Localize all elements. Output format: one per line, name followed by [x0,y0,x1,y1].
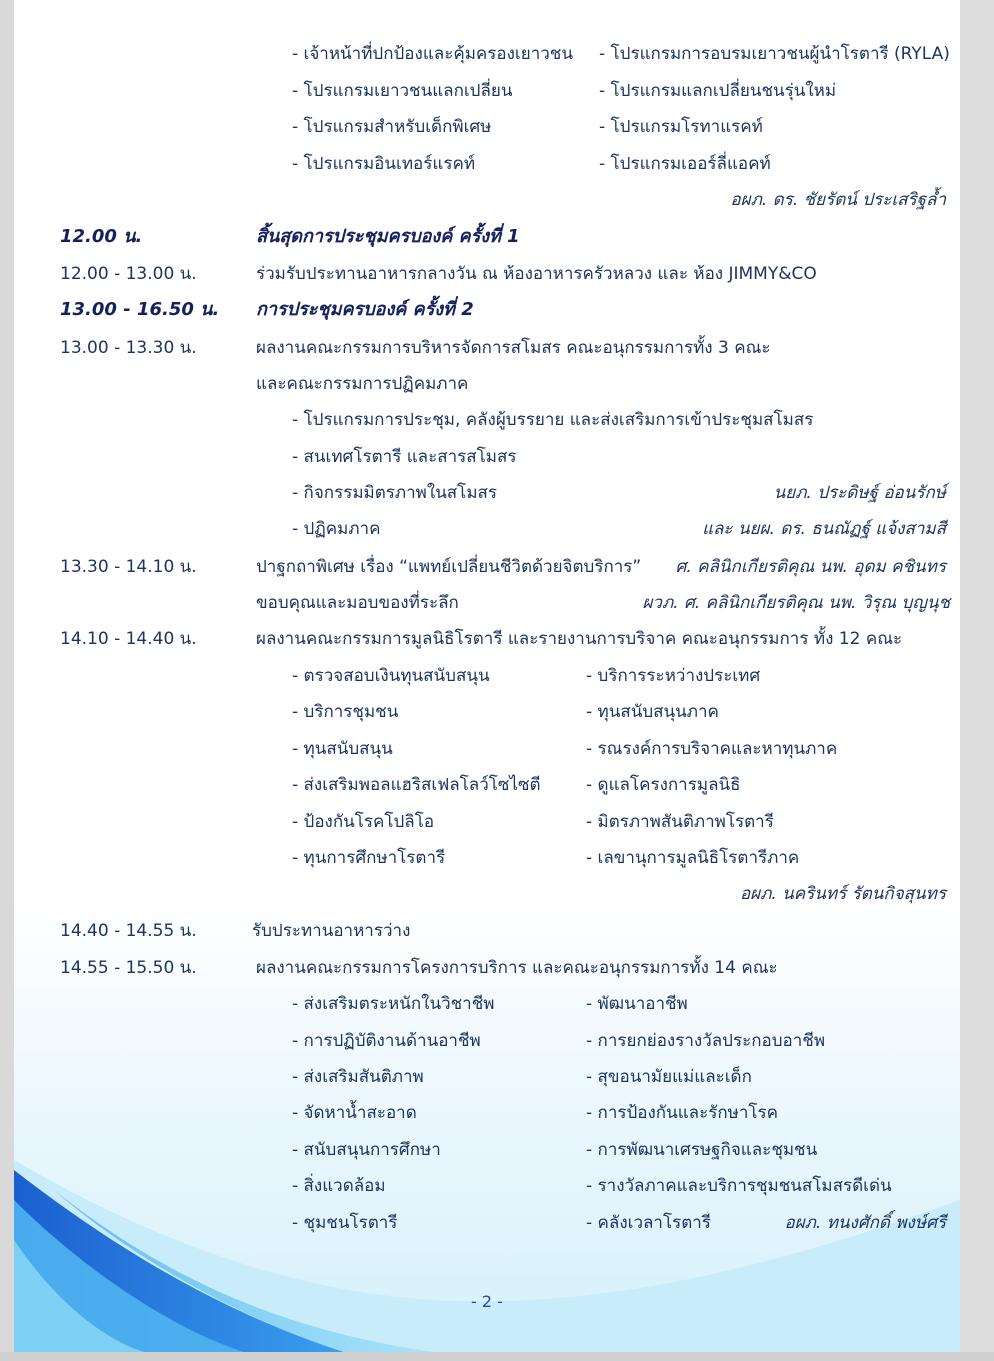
foundation-item: - บริการระหว่างประเทศ [586,666,761,686]
schedule-text: ผลงานคณะกรรมการมูลนิธิโรตารี และรายงานการบริจาค คณะอนุกรรมการ ทั้ง 12 คณะ [256,629,903,649]
foundation-item: - ทุนสนับสนุน [292,739,393,759]
foundation-item: - ทุนการศึกษาโรตารี [292,848,446,868]
schedule-text: ขอบคุณและมอบของที่ระลึก [256,593,459,613]
youth-item: - โปรแกรมเออร์ลี่แอคท์ [599,154,771,174]
presenter-name: ผวภ. ศ. คลินิกเกียรติคุณ นพ. วิรุณ บุญนุช [642,593,950,613]
club-item: - สนเทศโรตารี และสารสโมสร [292,447,517,467]
document-page [14,0,960,1352]
schedule-time: 12.00 - 13.00 น. [60,264,197,284]
club-item: - ปฏิคมภาค [292,519,381,539]
service-item: - ส่งเสริมตระหนักในวิชาชีพ [292,994,495,1014]
service-item: - การยกย่องรางวัลประกอบอาชีพ [586,1031,826,1051]
youth-item: - โปรแกรมโรทาแรคท์ [599,117,763,137]
viewer-background-bottom [0,1352,994,1361]
foundation-item: - รณรงค์การบริจาคและหาทุนภาค [586,739,838,759]
presenter-name: อผภ. ดร. ชัยรัตน์ ประเสริฐล้ำ [730,190,946,210]
session-title: สิ้นสุดการประชุมครบองค์ ครั้งที่ 1 [256,226,520,247]
service-item: - สิ่งแวดล้อม [292,1176,386,1196]
service-item: - ชุมชนโรตารี [292,1213,398,1233]
session-time: 12.00 น. [60,226,143,247]
foundation-item: - ตรวจสอบเงินทุนสนับสนุน [292,666,490,686]
club-item: - โปรแกรมการประชุม, คลังผู้บรรยาย และส่งเสริมการเข้าประชุมสโมสร [292,410,814,430]
schedule-time: 14.10 - 14.40 น. [60,629,197,649]
schedule-text: ปาฐกถาพิเศษ เรื่อง “แพทย์เปลี่ยนชีวิตด้วยจิตบริการ” [256,557,642,577]
service-item: - พัฒนาอาชีพ [586,994,688,1014]
schedule-time: 14.55 - 15.50 น. [60,958,197,978]
page-number: - 2 - [471,1292,503,1311]
youth-item: - โปรแกรมอินเทอร์แรคท์ [292,154,476,174]
schedule-time: 14.40 - 14.55 น. [60,921,197,941]
club-item: - กิจกรรมมิตรภาพในสโมสร [292,483,498,503]
schedule-time: 13.30 - 14.10 น. [60,557,197,577]
schedule-text: ผลงานคณะกรรมการโครงการบริการ และคณะอนุกรรมการทั้ง 14 คณะ [256,958,778,978]
schedule-text: ผลงานคณะกรรมการบริหารจัดการสโมสร คณะอนุกรรมการทั้ง 3 คณะ [256,338,771,358]
session-title: การประชุมครบองค์ ครั้งที่ 2 [256,299,474,320]
foundation-item: - เลขานุการมูลนิธิโรตารีภาค [586,848,800,868]
foundation-item: - บริการชุมชน [292,702,399,722]
youth-item: - โปรแกรมการอบรมเยาวชนผู้นำโรตารี (RYLA) [599,44,950,64]
service-item: - รางวัลภาคและบริการชุมชนสโมสรดีเด่น [586,1176,892,1196]
viewer-background [960,0,994,1361]
foundation-item: - ส่งเสริมพอลแฮริสเฟลโลว์โซไซตี [292,775,541,795]
schedule-time: 13.00 - 13.30 น. [60,338,197,358]
schedule-text: ร่วมรับประทานอาหารกลางวัน ณ ห้องอาหารครัวหลวง และ ห้อง JIMMY&CO [256,264,817,284]
presenter-name: อผภ. ทนงศักดิ์ พงษ์ศรี [784,1213,946,1233]
presenter-name: อผภ. นครินทร์ รัตนกิจสุนทร [739,884,946,904]
youth-item: - โปรแกรมสำหรับเด็กพิเศษ [292,117,492,137]
session-time: 13.00 - 16.50 น. [60,299,220,320]
service-item: - การปฏิบัติงานด้านอาชีพ [292,1031,481,1051]
presenter-name: นยภ. ประดิษฐ์ อ่อนรักษ์ [773,483,946,503]
service-item: - สนับสนุนการศึกษา [292,1140,441,1160]
foundation-item: - ทุนสนับสนุนภาค [586,702,719,722]
speaker-name: ศ. คลินิกเกียรติคุณ นพ. อุดม คชินทร [675,557,946,577]
service-item: - คลังเวลาโรตารี [586,1213,711,1233]
service-item: - สุขอนามัยแม่และเด็ก [586,1067,752,1087]
youth-item: - โปรแกรมเยาวชนแลกเปลี่ยน [292,81,513,101]
foundation-item: - มิตรภาพสันติภาพโรตารี [586,812,774,832]
service-item: - การพัฒนาเศรษฐกิจและชุมชน [586,1140,818,1160]
youth-item: - โปรแกรมแลกเปลี่ยนชนรุ่นใหม่ [599,81,837,101]
foundation-item: - ป้องกันโรคโปลิโอ [292,812,435,832]
service-item: - การป้องกันและรักษาโรค [586,1103,779,1123]
schedule-text: และคณะกรรมการปฏิคมภาค [256,374,469,394]
service-item: - จัดหาน้ำสะอาด [292,1103,417,1123]
youth-item: - เจ้าหน้าที่ปกป้องและคุ้มครองเยาวชน [292,44,573,64]
service-item: - ส่งเสริมสันติภาพ [292,1067,424,1087]
foundation-item: - ดูแลโครงการมูลนิธิ [586,775,741,795]
presenter-name: และ นยผ. ดร. ธนณัฏฐ์ แจ้งสามสี [702,519,946,539]
schedule-text: รับประทานอาหารว่าง [252,921,411,941]
